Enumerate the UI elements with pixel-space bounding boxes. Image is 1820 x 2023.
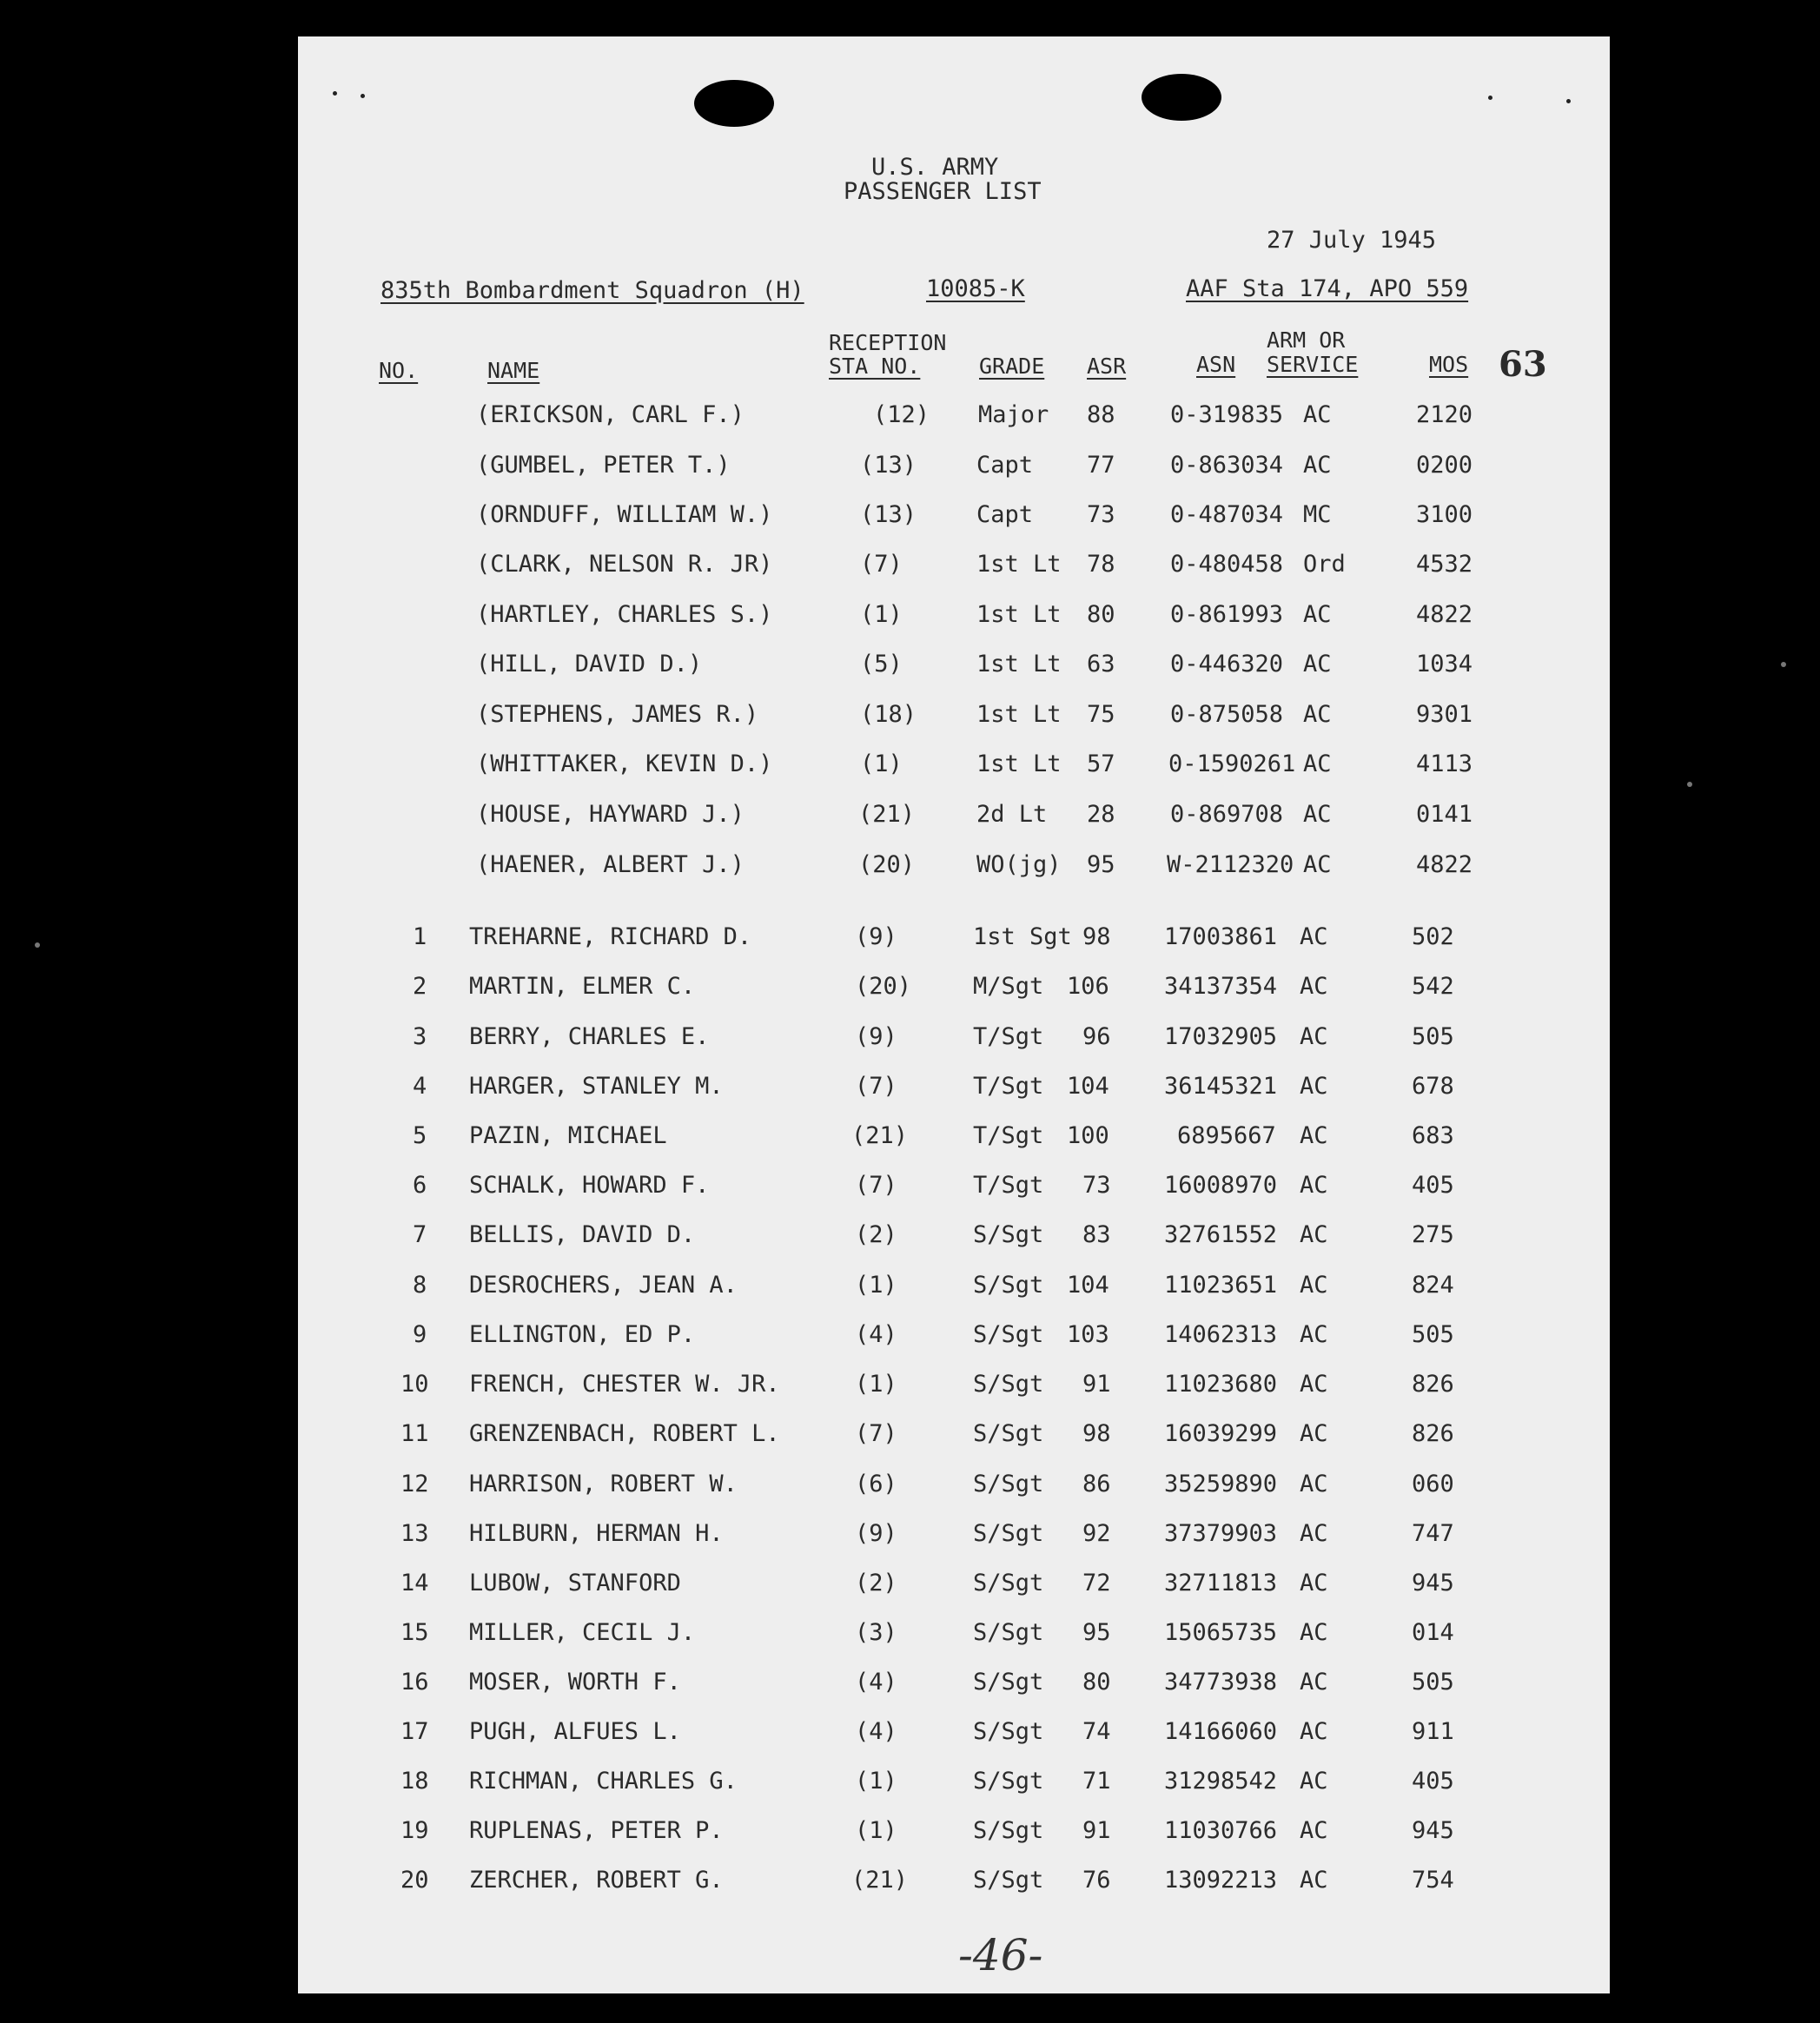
mos-cell: 0141 <box>1416 801 1473 828</box>
doc-date: 27 July 1945 <box>1267 227 1437 254</box>
sta-cell: (12) <box>873 401 930 428</box>
arm-cell: AC <box>1300 1321 1328 1348</box>
asn-cell: 17032905 <box>1164 1023 1278 1050</box>
name-cell: (HARTLEY, CHARLES S.) <box>476 601 773 628</box>
grade-cell: S/Sgt <box>973 1272 1044 1299</box>
arm-cell: Ord <box>1303 551 1346 578</box>
asn-cell: 32711813 <box>1164 1570 1278 1597</box>
name-cell: BELLIS, DAVID D. <box>469 1221 696 1248</box>
grade-cell: S/Sgt <box>973 1817 1044 1844</box>
no-cell: 11 <box>400 1420 429 1447</box>
asn-cell: 36145321 <box>1164 1073 1278 1100</box>
asn-cell: 34137354 <box>1164 973 1278 1000</box>
name-cell: (CLARK, NELSON R. JR) <box>476 551 773 578</box>
asr-cell: 106 <box>1067 973 1109 1000</box>
speck <box>1488 96 1492 100</box>
arm-cell: AC <box>1300 1371 1328 1398</box>
col-header-arm-2: SERVICE <box>1267 352 1359 377</box>
document-page <box>298 36 1610 1993</box>
grade-cell: 1st Sgt <box>973 923 1072 950</box>
col-header-reception-1: RECEPTION <box>829 330 947 355</box>
arm-cell: AC <box>1303 750 1332 777</box>
asr-cell: 88 <box>1087 401 1115 428</box>
name-cell: DESROCHERS, JEAN A. <box>469 1272 738 1299</box>
name-cell: RUPLENAS, PETER P. <box>469 1817 724 1844</box>
asn-cell: 14166060 <box>1164 1718 1278 1745</box>
sta-cell: (1) <box>855 1768 897 1795</box>
mos-cell: 405 <box>1412 1172 1454 1199</box>
grade-cell: 1st Lt <box>976 701 1062 728</box>
sta-cell: (1) <box>855 1371 897 1398</box>
asr-cell: 95 <box>1082 1619 1111 1646</box>
grade-cell: S/Sgt <box>973 1718 1044 1745</box>
mos-cell: 2120 <box>1416 401 1473 428</box>
no-cell: 10 <box>400 1371 429 1398</box>
name-cell: MARTIN, ELMER C. <box>469 973 696 1000</box>
grade-cell: T/Sgt <box>973 1073 1044 1100</box>
mos-cell: 0200 <box>1416 452 1473 479</box>
name-cell: ELLINGTON, ED P. <box>469 1321 696 1348</box>
no-cell: 18 <box>400 1768 429 1795</box>
no-cell: 2 <box>413 973 427 1000</box>
arm-cell: AC <box>1300 1172 1328 1199</box>
name-cell: (GUMBEL, PETER T.) <box>476 452 731 479</box>
grade-cell: Capt <box>976 452 1034 479</box>
name-cell: TREHARNE, RICHARD D. <box>469 923 752 950</box>
name-cell: PAZIN, MICHAEL <box>469 1122 667 1149</box>
arm-cell: AC <box>1303 651 1332 678</box>
arm-cell: AC <box>1303 851 1332 878</box>
arm-cell: MC <box>1303 501 1332 528</box>
no-cell: 6 <box>413 1172 427 1199</box>
asr-cell: 104 <box>1067 1272 1109 1299</box>
asn-cell: 0-487034 <box>1170 501 1284 528</box>
asr-cell: 98 <box>1082 923 1111 950</box>
name-cell: RICHMAN, CHARLES G. <box>469 1768 738 1795</box>
asr-cell: 63 <box>1087 651 1115 678</box>
grade-cell: S/Sgt <box>973 1371 1044 1398</box>
asr-cell: 100 <box>1067 1122 1109 1149</box>
sta-cell: (9) <box>855 1520 897 1547</box>
asr-cell: 95 <box>1087 851 1115 878</box>
no-cell: 9 <box>413 1321 427 1348</box>
grade-cell: S/Sgt <box>973 1321 1044 1348</box>
no-cell: 13 <box>400 1520 429 1547</box>
asr-cell: 78 <box>1087 551 1115 578</box>
grade-cell: S/Sgt <box>973 1619 1044 1646</box>
mos-cell: 754 <box>1412 1867 1454 1894</box>
asn-cell: 14062313 <box>1164 1321 1278 1348</box>
arm-cell: AC <box>1300 1122 1328 1149</box>
name-cell: HILBURN, HERMAN H. <box>469 1520 724 1547</box>
mos-cell: 824 <box>1412 1272 1454 1299</box>
grade-cell: 1st Lt <box>976 651 1062 678</box>
sta-cell: (6) <box>855 1471 897 1497</box>
sta-cell: (9) <box>855 923 897 950</box>
asr-cell: 96 <box>1082 1023 1111 1050</box>
arm-cell: AC <box>1300 1471 1328 1497</box>
name-cell: LUBOW, STANFORD <box>469 1570 681 1597</box>
arm-cell: AC <box>1300 1817 1328 1844</box>
asr-cell: 98 <box>1082 1420 1111 1447</box>
name-cell: (HOUSE, HAYWARD J.) <box>476 801 745 828</box>
handwritten-page-number: -46- <box>958 1930 1043 1980</box>
asr-cell: 73 <box>1087 501 1115 528</box>
sta-cell: (7) <box>855 1420 897 1447</box>
arm-cell: AC <box>1300 1272 1328 1299</box>
doc-title-line2: PASSENGER LIST <box>844 178 1042 205</box>
mos-cell: 060 <box>1412 1471 1454 1497</box>
arm-cell: AC <box>1300 1420 1328 1447</box>
arm-cell: AC <box>1300 923 1328 950</box>
arm-cell: AC <box>1303 601 1332 628</box>
asr-cell: 80 <box>1087 601 1115 628</box>
asn-cell: 0-875058 <box>1170 701 1284 728</box>
page-number: 63 <box>1499 344 1547 385</box>
sta-cell: (7) <box>855 1172 897 1199</box>
speck <box>361 94 365 98</box>
grade-cell: 1st Lt <box>976 750 1062 777</box>
doc-title-line1: U.S. ARMY <box>871 154 999 181</box>
sta-cell: (13) <box>860 452 917 479</box>
asr-cell: 91 <box>1082 1817 1111 1844</box>
asn-cell: 0-446320 <box>1170 651 1284 678</box>
name-cell: FRENCH, CHESTER W. JR. <box>469 1371 780 1398</box>
mos-cell: 502 <box>1412 923 1454 950</box>
mos-cell: 945 <box>1412 1570 1454 1597</box>
no-cell: 7 <box>413 1221 427 1248</box>
asn-cell: W-2112320 <box>1167 851 1294 878</box>
no-cell: 3 <box>413 1023 427 1050</box>
station-info: AAF Sta 174, APO 559 <box>1186 275 1469 302</box>
sta-cell: (2) <box>855 1570 897 1597</box>
mos-cell: 683 <box>1412 1122 1454 1149</box>
asr-cell: 73 <box>1082 1172 1111 1199</box>
arm-cell: AC <box>1300 1520 1328 1547</box>
name-cell: HARRISON, ROBERT W. <box>469 1471 738 1497</box>
asn-cell: 34773938 <box>1164 1669 1278 1696</box>
name-cell: (ORNDUFF, WILLIAM W.) <box>476 501 773 528</box>
background-speck <box>1781 662 1786 667</box>
asr-cell: 92 <box>1082 1520 1111 1547</box>
asr-cell: 77 <box>1087 452 1115 479</box>
asr-cell: 86 <box>1082 1471 1111 1497</box>
punch-hole-left <box>694 80 774 127</box>
mos-cell: 4822 <box>1416 601 1473 628</box>
unit-name: 835th Bombardment Squadron (H) <box>381 277 804 304</box>
name-cell: MOSER, WORTH F. <box>469 1669 681 1696</box>
speck <box>333 91 337 96</box>
sta-cell: (1) <box>860 750 903 777</box>
punch-hole-right <box>1142 74 1221 121</box>
asn-cell: 16008970 <box>1164 1172 1278 1199</box>
sta-cell: (1) <box>855 1272 897 1299</box>
grade-cell: WO(jg) <box>976 851 1062 878</box>
arm-cell: AC <box>1300 1619 1328 1646</box>
col-header-arm-1: ARM OR <box>1267 327 1346 353</box>
asr-cell: 72 <box>1082 1570 1111 1597</box>
no-cell: 5 <box>413 1122 427 1149</box>
grade-cell: T/Sgt <box>973 1172 1044 1199</box>
no-cell: 4 <box>413 1073 427 1100</box>
mos-cell: 3100 <box>1416 501 1473 528</box>
asn-cell: 6895667 <box>1177 1122 1276 1149</box>
arm-cell: AC <box>1300 1023 1328 1050</box>
col-header-asn: ASN <box>1196 352 1236 377</box>
grade-cell: 1st Lt <box>976 551 1062 578</box>
grade-cell: 1st Lt <box>976 601 1062 628</box>
name-cell: (ERICKSON, CARL F.) <box>476 401 745 428</box>
grade-cell: 2d Lt <box>976 801 1048 828</box>
name-cell: ZERCHER, ROBERT G. <box>469 1867 724 1894</box>
asn-cell: 0-1590261 <box>1168 750 1296 777</box>
arm-cell: AC <box>1300 1669 1328 1696</box>
sta-cell: (4) <box>855 1718 897 1745</box>
sta-cell: (21) <box>858 801 916 828</box>
mos-cell: 275 <box>1412 1221 1454 1248</box>
grade-cell: T/Sgt <box>973 1122 1044 1149</box>
mos-cell: 505 <box>1412 1023 1454 1050</box>
name-cell: (HILL, DAVID D.) <box>476 651 703 678</box>
name-cell: PUGH, ALFUES L. <box>469 1718 681 1745</box>
mos-cell: 405 <box>1412 1768 1454 1795</box>
sta-cell: (2) <box>855 1221 897 1248</box>
asn-cell: 0-869708 <box>1170 801 1284 828</box>
no-cell: 16 <box>400 1669 429 1696</box>
asn-cell: 31298542 <box>1164 1768 1278 1795</box>
sta-cell: (1) <box>860 601 903 628</box>
asn-cell: 0-863034 <box>1170 452 1284 479</box>
mos-cell: 505 <box>1412 1321 1454 1348</box>
sta-cell: (21) <box>851 1867 909 1894</box>
grade-cell: S/Sgt <box>973 1867 1044 1894</box>
asr-cell: 74 <box>1082 1718 1111 1745</box>
arm-cell: AC <box>1300 1073 1328 1100</box>
asn-cell: 16039299 <box>1164 1420 1278 1447</box>
grade-cell: S/Sgt <box>973 1221 1044 1248</box>
mos-cell: 014 <box>1412 1619 1454 1646</box>
name-cell: BERRY, CHARLES E. <box>469 1023 710 1050</box>
grade-cell: Capt <box>976 501 1034 528</box>
col-header-reception-2: STA NO. <box>829 354 921 379</box>
arm-cell: AC <box>1300 1867 1328 1894</box>
mos-cell: 4113 <box>1416 750 1473 777</box>
arm-cell: AC <box>1300 1221 1328 1248</box>
col-header-mos: MOS <box>1429 352 1469 377</box>
asn-cell: 37379903 <box>1164 1520 1278 1547</box>
col-header-no: NO. <box>379 358 419 383</box>
asr-cell: 76 <box>1082 1867 1111 1894</box>
no-cell: 17 <box>400 1718 429 1745</box>
no-cell: 1 <box>413 923 427 950</box>
mos-cell: 747 <box>1412 1520 1454 1547</box>
mos-cell: 4532 <box>1416 551 1473 578</box>
asn-cell: 17003861 <box>1164 923 1278 950</box>
name-cell: MILLER, CECIL J. <box>469 1619 696 1646</box>
arm-cell: AC <box>1303 701 1332 728</box>
name-cell: (HAENER, ALBERT J.) <box>476 851 745 878</box>
grade-cell: S/Sgt <box>973 1669 1044 1696</box>
mos-cell: 4822 <box>1416 851 1473 878</box>
grade-cell: S/Sgt <box>973 1420 1044 1447</box>
name-cell: (STEPHENS, JAMES R.) <box>476 701 759 728</box>
no-cell: 19 <box>400 1817 429 1844</box>
asn-cell: 11023680 <box>1164 1371 1278 1398</box>
asr-cell: 91 <box>1082 1371 1111 1398</box>
sta-cell: (9) <box>855 1023 897 1050</box>
no-cell: 12 <box>400 1471 429 1497</box>
no-cell: 14 <box>400 1570 429 1597</box>
mos-cell: 945 <box>1412 1817 1454 1844</box>
name-cell: SCHALK, HOWARD F. <box>469 1172 710 1199</box>
mos-cell: 911 <box>1412 1718 1454 1745</box>
mos-cell: 826 <box>1412 1371 1454 1398</box>
asr-cell: 28 <box>1087 801 1115 828</box>
no-cell: 15 <box>400 1619 429 1646</box>
asn-cell: 32761552 <box>1164 1221 1278 1248</box>
arm-cell: AC <box>1300 1570 1328 1597</box>
asn-cell: 0-480458 <box>1170 551 1284 578</box>
sta-cell: (5) <box>860 651 903 678</box>
no-cell: 8 <box>413 1272 427 1299</box>
arm-cell: AC <box>1300 1718 1328 1745</box>
arm-cell: AC <box>1300 973 1328 1000</box>
sta-cell: (18) <box>860 701 917 728</box>
asr-cell: 75 <box>1087 701 1115 728</box>
asn-cell: 13092213 <box>1164 1867 1278 1894</box>
sta-cell: (3) <box>855 1619 897 1646</box>
asr-cell: 57 <box>1087 750 1115 777</box>
sta-cell: (13) <box>860 501 917 528</box>
asn-cell: 35259890 <box>1164 1471 1278 1497</box>
asr-cell: 71 <box>1082 1768 1111 1795</box>
asr-cell: 83 <box>1082 1221 1111 1248</box>
sta-cell: (7) <box>855 1073 897 1100</box>
arm-cell: AC <box>1303 801 1332 828</box>
mos-cell: 505 <box>1412 1669 1454 1696</box>
grade-cell: M/Sgt <box>973 973 1044 1000</box>
asn-cell: 0-861993 <box>1170 601 1284 628</box>
mos-cell: 826 <box>1412 1420 1454 1447</box>
no-cell: 20 <box>400 1867 429 1894</box>
name-cell: (WHITTAKER, KEVIN D.) <box>476 750 773 777</box>
background-speck <box>1687 782 1692 787</box>
col-header-grade: GRADE <box>979 354 1045 379</box>
mos-cell: 542 <box>1412 973 1454 1000</box>
sta-cell: (21) <box>851 1122 909 1149</box>
asr-cell: 103 <box>1067 1321 1109 1348</box>
name-cell: HARGER, STANLEY M. <box>469 1073 724 1100</box>
asn-cell: 15065735 <box>1164 1619 1278 1646</box>
sta-cell: (20) <box>858 851 916 878</box>
asn-cell: 0-319835 <box>1170 401 1284 428</box>
mos-cell: 9301 <box>1416 701 1473 728</box>
arm-cell: AC <box>1303 401 1332 428</box>
grade-cell: Major <box>978 401 1049 428</box>
grade-cell: S/Sgt <box>973 1520 1044 1547</box>
asr-cell: 104 <box>1067 1073 1109 1100</box>
arm-cell: AC <box>1303 452 1332 479</box>
sta-cell: (1) <box>855 1817 897 1844</box>
asn-cell: 11030766 <box>1164 1817 1278 1844</box>
grade-cell: S/Sgt <box>973 1768 1044 1795</box>
movement-code: 10085-K <box>926 275 1025 302</box>
col-header-asr: ASR <box>1087 354 1127 379</box>
sta-cell: (4) <box>855 1321 897 1348</box>
mos-cell: 678 <box>1412 1073 1454 1100</box>
grade-cell: T/Sgt <box>973 1023 1044 1050</box>
sta-cell: (4) <box>855 1669 897 1696</box>
mos-cell: 1034 <box>1416 651 1473 678</box>
asr-cell: 80 <box>1082 1669 1111 1696</box>
asn-cell: 11023651 <box>1164 1272 1278 1299</box>
sta-cell: (20) <box>855 973 912 1000</box>
grade-cell: S/Sgt <box>973 1570 1044 1597</box>
background-speck <box>35 942 40 948</box>
col-header-name: NAME <box>487 358 540 383</box>
arm-cell: AC <box>1300 1768 1328 1795</box>
grade-cell: S/Sgt <box>973 1471 1044 1497</box>
speck <box>1566 99 1571 103</box>
name-cell: GRENZENBACH, ROBERT L. <box>469 1420 780 1447</box>
sta-cell: (7) <box>860 551 903 578</box>
